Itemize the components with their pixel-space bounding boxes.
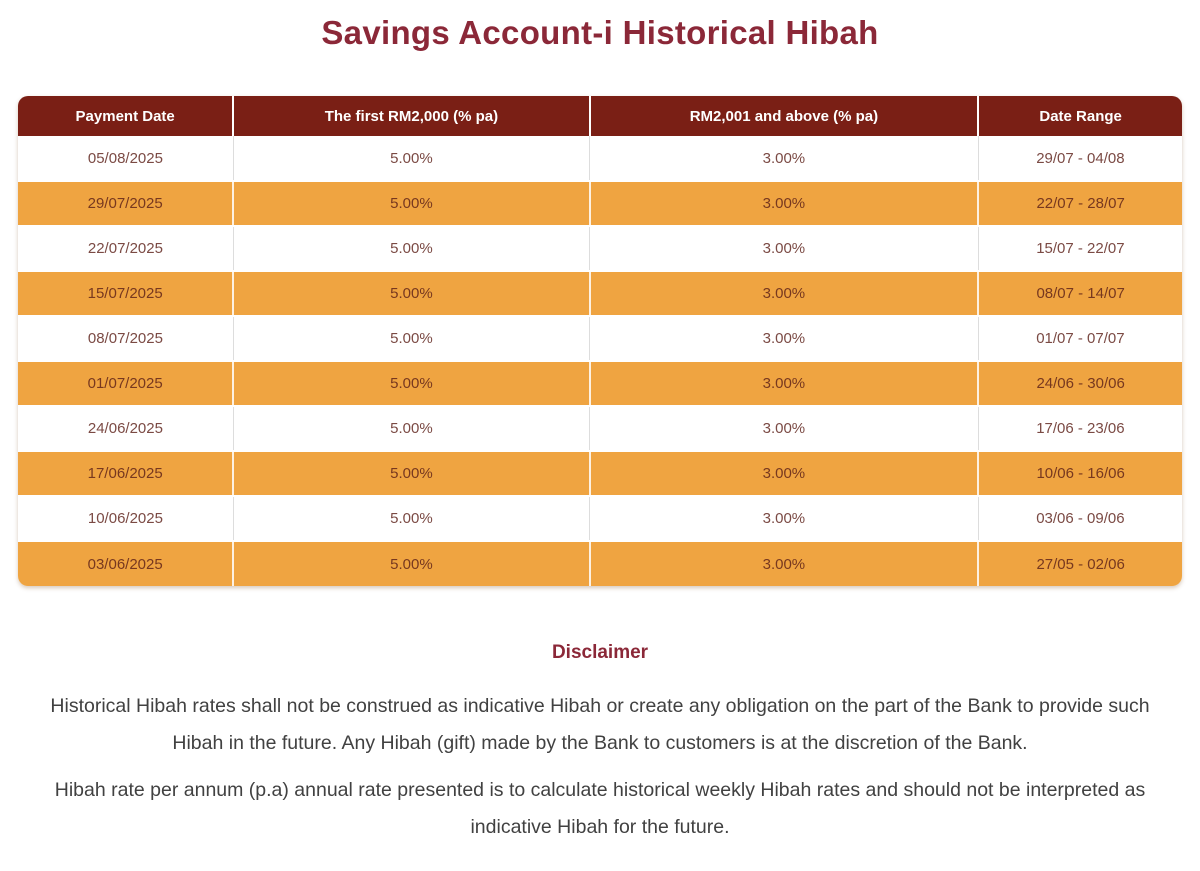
table-cell: 05/08/2025 [18,136,233,181]
table-cell: 03/06/2025 [18,541,233,586]
header-row [18,96,1182,136]
rates-table-header [18,96,1182,136]
table-cell: 3.00% [590,226,979,271]
table-cell: 5.00% [233,136,589,181]
table-cell: 5.00% [233,406,589,451]
table-cell: 22/07 - 28/07 [978,181,1182,226]
table-cell: 3.00% [590,181,979,226]
table-cell: 5.00% [233,226,589,271]
table-cell: 24/06 - 30/06 [978,361,1182,406]
table-cell: 29/07 - 04/08 [978,136,1182,181]
table-row [18,541,1182,586]
table-row [18,271,1182,316]
table-cell: 03/06 - 09/06 [978,496,1182,541]
table-cell: 5.00% [233,181,589,226]
table-cell: 3.00% [590,496,979,541]
table-cell: 10/06 - 16/06 [978,451,1182,496]
table-row [18,316,1182,361]
table-row [18,451,1182,496]
table-row [18,406,1182,451]
table-row [18,226,1182,271]
column-header: RM2,001 and above (% pa) [590,96,979,136]
table-cell: 3.00% [590,541,979,586]
rates-table-body [18,136,1182,586]
disclaimer-paragraph-1: Historical Hibah rates shall not be construed as indicative Hibah or create any obligation on the part of the Bank to provide such Hibah in the future. Any Hibah (gift) made by the Bank to customers is at the discretion of the Bank. [50,695,1150,754]
table-cell: 08/07 - 14/07 [978,271,1182,316]
table-cell: 08/07/2025 [18,316,233,361]
column-header: The first RM2,000 (% pa) [233,96,589,136]
table-cell: 3.00% [590,136,979,181]
table-cell: 5.00% [233,361,589,406]
rates-table [18,96,1182,586]
table-cell: 3.00% [590,316,979,361]
table-cell: 3.00% [590,361,979,406]
column-header: Payment Date [18,96,233,136]
table-cell: 24/06/2025 [18,406,233,451]
table-cell: 15/07/2025 [18,271,233,316]
table-cell: 3.00% [590,271,979,316]
table-cell: 17/06/2025 [18,451,233,496]
table-cell: 01/07 - 07/07 [978,316,1182,361]
table-cell: 3.00% [590,451,979,496]
disclaimer-heading: Disclaimer [551,642,649,663]
rates-table-container [18,96,1182,586]
table-cell: 01/07/2025 [18,361,233,406]
table-row [18,496,1182,541]
table-row [18,361,1182,406]
page-title: Savings Account-i Historical Hibah [321,14,879,51]
table-cell: 5.00% [233,271,589,316]
table-cell: 27/05 - 02/06 [978,541,1182,586]
table-row [18,136,1182,181]
table-cell: 5.00% [233,451,589,496]
table-cell: 15/07 - 22/07 [978,226,1182,271]
column-header: Date Range [978,96,1182,136]
table-cell: 5.00% [233,541,589,586]
table-cell: 5.00% [233,316,589,361]
table-cell: 29/07/2025 [18,181,233,226]
table-row [18,181,1182,226]
table-cell: 10/06/2025 [18,496,233,541]
table-cell: 22/07/2025 [18,226,233,271]
table-cell: 3.00% [590,406,979,451]
table-cell: 17/06 - 23/06 [978,406,1182,451]
disclaimer-paragraph-2: Hibah rate per annum (p.a) annual rate presented is to calculate historical weekly Hibah rates and should not be interpreted as indicative Hibah for the future. [54,779,1146,838]
table-cell: 5.00% [233,496,589,541]
